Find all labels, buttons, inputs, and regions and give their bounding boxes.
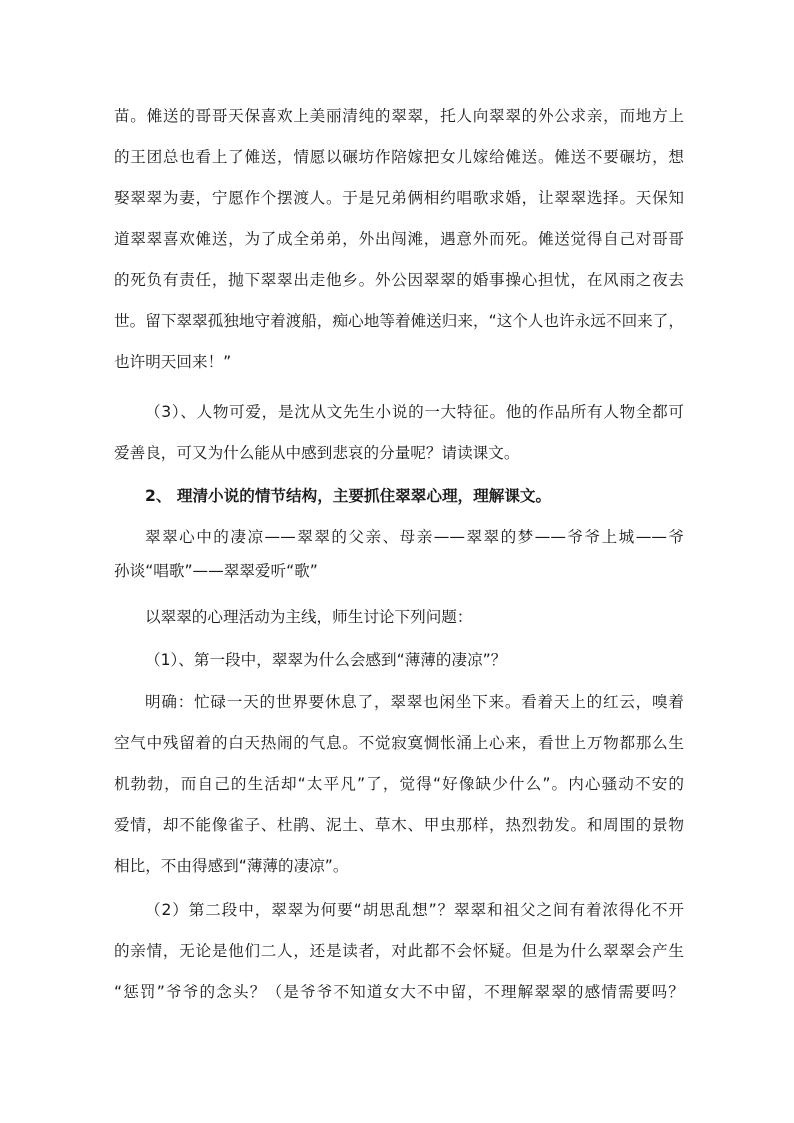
paragraph-line: 机勃勃，而自己的生活却“太平凡”了，觉得“好像缺少什么”。内心骚动不安的 bbox=[114, 775, 684, 793]
paragraph-line: 也许明天回来！” bbox=[114, 353, 232, 371]
section-heading: 2、 理清小说的情节结构，主要抓住翠翠心理，理解课文。 bbox=[145, 487, 552, 505]
paragraph-line: 世。留下翠翠孤独地守着渡船，痴心地等着傩送归来，“这个人也许永远不回来了， bbox=[114, 312, 684, 330]
paragraph-line: 苗。傩送的哥哥天保喜欢上美丽清纯的翠翠，托人向翠翠的外公求亲，而地方上 bbox=[114, 107, 684, 125]
paragraph-line: 的王团总也看上了傩送，情愿以碾坊作陪嫁把女儿嫁给傩送。傩送不要碾坊，想 bbox=[114, 148, 684, 166]
paragraph-line: 空气中残留着的白天热闹的气息。不觉寂寞惆怅涌上心来，看世上万物都那么生 bbox=[114, 734, 684, 752]
paragraph-line: （3）、人物可爱，是沈从文先生小说的一大特征。他的作品所有人物全都可 bbox=[145, 403, 684, 421]
paragraph-line: （2）第二段中，翠翠为何要“胡思乱想”？翠翠和祖父之间有着浓得化不开 bbox=[145, 901, 684, 919]
paragraph-line: 的死负有责任，抛下翠翠出走他乡。外公因翠翠的婚事操心担忧，在风雨之夜去 bbox=[114, 271, 684, 289]
paragraph-line: 爱情，却不能像雀子、杜鹃、泥土、草木、甲虫那样，热烈勃发。和周围的景物 bbox=[114, 816, 684, 834]
paragraph-line: 孙谈“唱歌”——翠翠爱听“歌” bbox=[114, 562, 318, 580]
paragraph-line: 相比，不由得感到“薄薄的凄凉”。 bbox=[114, 857, 349, 875]
paragraph-line: “惩罚”爷爷的念头？（是爷爷不知道女大不中留，不理解翠翠的感情需要吗？ bbox=[114, 983, 684, 1001]
paragraph-line: 娶翠翠为妻，宁愿作个摆渡人。于是兄弟俩相约唱歌求婚，让翠翠选择。天保知 bbox=[114, 189, 684, 207]
paragraph-line: （1）、第一段中，翠翠为什么会感到“薄薄的凄凉”？ bbox=[145, 651, 507, 669]
paragraph-line: 明确：忙碌一天的世界要休息了，翠翠也闲坐下来。看着天上的红云，嗅着 bbox=[145, 693, 684, 711]
paragraph-line: 的亲情，无论是他们二人，还是读者，对此都不会怀疑。但是为什么翠翠会产生 bbox=[114, 942, 684, 960]
paragraph-line: 以翠翠的心理活动为主线，师生讨论下列问题： bbox=[145, 608, 473, 626]
paragraph-line: 爱善良，可又为什么能从中感到悲哀的分量呢？请读课文。 bbox=[114, 444, 520, 462]
paragraph-line: 道翠翠喜欢傩送，为了成全弟弟，外出闯滩，遇意外而死。傩送觉得自己对哥哥 bbox=[114, 230, 684, 248]
paragraph-line: 翠翠心中的凄凉——翠翠的父亲、母亲——翠翠的梦——爷爷上城——爷 bbox=[145, 528, 684, 546]
